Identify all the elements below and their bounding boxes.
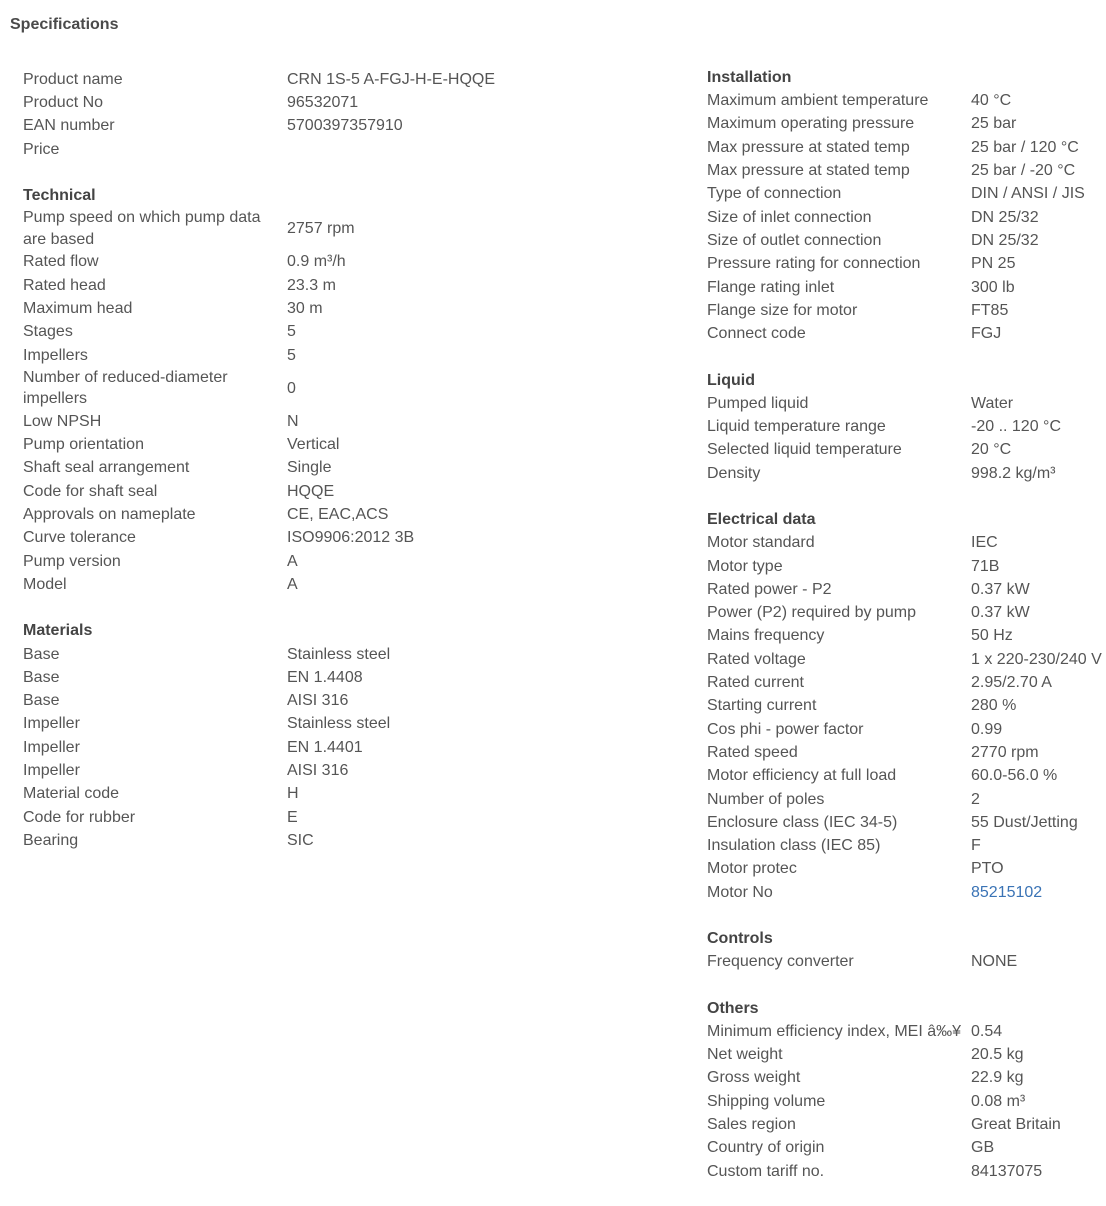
spec-value: PTO xyxy=(971,860,1004,878)
spec-value: -20 .. 120 °C xyxy=(971,418,1061,436)
spec-value: FT85 xyxy=(971,301,1009,319)
spec-label: Density xyxy=(707,464,761,482)
spec-value: 0.37 kW xyxy=(971,604,1030,622)
spec-row xyxy=(707,415,1105,438)
section-title: Materials xyxy=(23,622,93,640)
spec-value: 0.9 m³/h xyxy=(287,253,346,271)
motor-number-link[interactable]: 85215102 xyxy=(971,883,1043,901)
spec-row xyxy=(23,115,663,138)
spec-row xyxy=(23,410,663,433)
spec-label: Pumped liquid xyxy=(707,394,809,412)
spec-label: Base xyxy=(23,692,60,710)
spec-value: ISO9906:2012 3B xyxy=(287,529,415,547)
spec-value: H xyxy=(287,785,299,803)
spec-label: Maximum ambient temperature xyxy=(707,92,929,110)
spec-value: 5700397357910 xyxy=(287,117,403,135)
spec-value: 2757 rpm xyxy=(287,220,355,238)
spec-value: DN 25/32 xyxy=(971,231,1039,249)
spec-label: Pump version xyxy=(23,552,121,570)
spec-value: E xyxy=(287,808,298,826)
section-product xyxy=(23,68,663,161)
spec-label: Shaft seal arrangement xyxy=(23,459,190,477)
spec-label: Insulation class (IEC 85) xyxy=(707,837,881,855)
spec-value: 40 °C xyxy=(971,92,1012,110)
spec-row xyxy=(707,392,1105,415)
section-materials xyxy=(23,619,663,852)
spec-row xyxy=(707,1090,1105,1113)
spec-row xyxy=(707,718,1105,741)
spec-row xyxy=(707,601,1105,624)
spec-value: 71B xyxy=(971,557,1000,575)
spec-row xyxy=(23,550,663,573)
spec-value: EN 1.4408 xyxy=(287,668,363,686)
spec-row xyxy=(707,438,1105,461)
spec-row xyxy=(707,531,1105,554)
spec-value: 60.0-56.0 % xyxy=(971,767,1058,785)
spec-row xyxy=(23,759,663,782)
spec-row xyxy=(23,573,663,596)
spec-label: Bearing xyxy=(23,831,79,849)
spec-value: 280 % xyxy=(971,697,1017,715)
spec-label: Approvals on nameplate xyxy=(23,506,196,524)
spec-row xyxy=(23,689,663,712)
spec-row xyxy=(707,206,1105,229)
spec-row xyxy=(707,462,1105,485)
spec-value: 25 bar / -20 °C xyxy=(971,162,1076,180)
spec-label: Maximum head xyxy=(23,299,133,317)
spec-value: 25 bar xyxy=(971,115,1017,133)
spec-label: Number of poles xyxy=(707,790,825,808)
section-technical xyxy=(23,184,663,596)
spec-row xyxy=(707,1160,1105,1183)
spec-label: Rated power - P2 xyxy=(707,580,832,598)
section-title: Liquid xyxy=(707,371,755,389)
spec-value: 22.9 kg xyxy=(971,1069,1024,1087)
spec-value: 2.95/2.70 A xyxy=(971,674,1052,692)
spec-value: Stainless steel xyxy=(287,645,391,663)
spec-row xyxy=(707,764,1105,787)
spec-label: Max pressure at stated temp xyxy=(707,162,910,180)
spec-label: Flange rating inlet xyxy=(707,278,835,296)
spec-row xyxy=(707,811,1105,834)
spec-label: Base xyxy=(23,668,60,686)
spec-row xyxy=(23,207,663,250)
spec-value: 55 Dust/Jetting xyxy=(971,813,1078,831)
spec-row xyxy=(707,182,1105,205)
spec-label: Motor protec xyxy=(707,860,797,878)
spec-value: 0.37 kW xyxy=(971,580,1030,598)
spec-row xyxy=(23,138,663,161)
spec-row xyxy=(707,648,1105,671)
section-title: Controls xyxy=(707,930,773,948)
spec-row xyxy=(23,829,663,852)
spec-label: EAN number xyxy=(23,117,115,135)
spec-value: 300 lb xyxy=(971,278,1015,296)
spec-row xyxy=(23,320,663,343)
spec-row xyxy=(23,643,663,666)
spec-value: 0.99 xyxy=(971,720,1003,738)
spec-label: Rated flow xyxy=(23,253,99,271)
section-title: Others xyxy=(707,999,759,1017)
spec-row xyxy=(23,250,663,273)
spec-row xyxy=(707,881,1105,904)
spec-value: CRN 1S-5 A-FGJ-H-E-HQQE xyxy=(287,70,496,88)
spec-label: Number of reduced-diameter impellers xyxy=(23,368,228,408)
spec-label: Impeller xyxy=(23,715,80,733)
spec-value: HQQE xyxy=(287,482,335,500)
spec-label: Pump speed on which pump data are based xyxy=(23,209,261,248)
spec-label: Sales region xyxy=(707,1116,796,1134)
spec-label: Gross weight xyxy=(707,1069,801,1087)
spec-value: AISI 316 xyxy=(287,762,349,780)
spec-value: 96532071 xyxy=(287,94,359,112)
spec-value: 0.54 xyxy=(971,1022,1003,1040)
spec-row xyxy=(707,322,1105,345)
spec-row xyxy=(707,625,1105,648)
spec-label: Product name xyxy=(23,70,123,88)
spec-value: Single xyxy=(287,459,332,477)
spec-label: Selected liquid temperature xyxy=(707,441,902,459)
spec-row xyxy=(707,1020,1105,1043)
spec-label: Cos phi - power factor xyxy=(707,720,864,738)
spec-value: Great Britain xyxy=(971,1116,1061,1134)
spec-label: Minimum efficiency index, MEI â‰¥ xyxy=(707,1022,962,1040)
spec-value: A xyxy=(287,552,298,570)
spec-label: Enclosure class (IEC 34-5) xyxy=(707,813,898,831)
spec-label: Net weight xyxy=(707,1046,783,1064)
spec-value: CE, EAC,ACS xyxy=(287,506,389,524)
spec-label: Starting current xyxy=(707,697,817,715)
spec-value: 50 Hz xyxy=(971,627,1013,645)
spec-value: 1 x 220-230/240 V xyxy=(971,650,1102,668)
spec-row xyxy=(707,788,1105,811)
spec-label: Rated voltage xyxy=(707,650,806,668)
spec-row xyxy=(23,68,663,91)
spec-value: PN 25 xyxy=(971,255,1016,273)
section-others xyxy=(707,997,1105,1183)
spec-label: Flange size for motor xyxy=(707,301,858,319)
section-electrical-data xyxy=(707,508,1105,904)
spec-row xyxy=(707,858,1105,881)
spec-row xyxy=(707,1136,1105,1159)
spec-value: 20 °C xyxy=(971,441,1012,459)
spec-value: Water xyxy=(971,394,1014,412)
spec-value: 30 m xyxy=(287,299,323,317)
spec-label: Price xyxy=(23,140,60,158)
section-title: Installation xyxy=(707,69,792,86)
spec-row xyxy=(707,1113,1105,1136)
section-title: Technical xyxy=(23,187,96,205)
spec-value: EN 1.4401 xyxy=(287,738,363,756)
spec-row xyxy=(707,834,1105,857)
spec-row xyxy=(23,367,663,410)
spec-row xyxy=(707,252,1105,275)
spec-row xyxy=(707,950,1105,973)
spec-label: Curve tolerance xyxy=(23,529,136,547)
spec-value: NONE xyxy=(971,953,1018,971)
spec-label: Liquid temperature range xyxy=(707,418,886,436)
spec-label: Motor type xyxy=(707,557,783,575)
spec-value: 84137075 xyxy=(971,1162,1043,1180)
spec-label: Mains frequency xyxy=(707,627,825,645)
spec-label: Country of origin xyxy=(707,1139,825,1157)
spec-label: Power (P2) required by pump xyxy=(707,604,916,622)
spec-value: 0 xyxy=(287,379,296,397)
spec-value: IEC xyxy=(971,534,998,552)
spec-value: 2770 rpm xyxy=(971,743,1039,761)
section-liquid xyxy=(707,369,1105,485)
spec-label: Maximum operating pressure xyxy=(707,115,915,133)
spec-row xyxy=(23,806,663,829)
spec-row xyxy=(23,274,663,297)
spec-value: 0.08 m³ xyxy=(971,1092,1026,1110)
spec-label: Stages xyxy=(23,323,73,341)
spec-value: DIN / ANSI / JIS xyxy=(971,185,1085,203)
spec-label: Motor No xyxy=(707,883,773,901)
spec-row xyxy=(707,1067,1105,1090)
spec-label: Impeller xyxy=(23,762,80,780)
spec-value: AISI 316 xyxy=(287,692,349,710)
spec-value: 2 xyxy=(971,790,980,808)
spec-row xyxy=(23,736,663,759)
spec-label: Low NPSH xyxy=(23,412,102,430)
spec-row xyxy=(707,741,1105,764)
spec-label: Frequency converter xyxy=(707,953,854,971)
spec-label: Size of inlet connection xyxy=(707,208,872,226)
spec-label: Rated head xyxy=(23,276,106,294)
spec-row xyxy=(707,555,1105,578)
spec-row xyxy=(23,457,663,480)
spec-label: Motor standard xyxy=(707,534,815,552)
section-installation xyxy=(707,66,1105,346)
spec-row xyxy=(707,136,1105,159)
spec-label: Impellers xyxy=(23,346,88,364)
spec-row xyxy=(707,694,1105,717)
spec-value: Vertical xyxy=(287,436,340,454)
spec-label: Rated current xyxy=(707,674,804,692)
spec-row xyxy=(707,159,1105,182)
spec-value: 20.5 kg xyxy=(971,1046,1024,1064)
spec-label: Material code xyxy=(23,785,120,803)
spec-value: N xyxy=(287,412,299,430)
spec-row xyxy=(23,503,663,526)
spec-value: Stainless steel xyxy=(287,715,391,733)
spec-label: Custom tariff no. xyxy=(707,1162,825,1180)
spec-row xyxy=(23,666,663,689)
spec-row xyxy=(23,297,663,320)
specs-right-column xyxy=(707,66,1105,1206)
spec-row xyxy=(23,433,663,456)
section-controls xyxy=(707,927,1105,974)
spec-label: Base xyxy=(23,645,60,663)
spec-label: Code for shaft seal xyxy=(23,482,158,500)
spec-value: 5 xyxy=(287,323,296,341)
spec-row xyxy=(707,89,1105,112)
spec-label: Pump orientation xyxy=(23,436,144,454)
spec-row xyxy=(707,276,1105,299)
spec-row xyxy=(707,229,1105,252)
spec-label: Model xyxy=(23,575,67,593)
spec-label: Pressure rating for connection xyxy=(707,255,921,273)
spec-row xyxy=(23,526,663,549)
spec-row xyxy=(707,578,1105,601)
spec-value: 25 bar / 120 °C xyxy=(971,138,1079,156)
spec-label: Rated speed xyxy=(707,743,798,761)
spec-value: A xyxy=(287,575,298,593)
specs-left-column xyxy=(23,68,663,875)
spec-value: 998.2 kg/m³ xyxy=(971,464,1056,482)
spec-label: Impeller xyxy=(23,738,80,756)
spec-label: Type of connection xyxy=(707,185,842,203)
spec-label: Motor efficiency at full load xyxy=(707,767,897,785)
spec-value: DN 25/32 xyxy=(971,208,1039,226)
spec-row xyxy=(707,113,1105,136)
spec-label: Code for rubber xyxy=(23,808,136,826)
spec-value: F xyxy=(971,837,981,855)
spec-row xyxy=(707,671,1105,694)
spec-row xyxy=(707,1043,1105,1066)
spec-row xyxy=(23,782,663,805)
spec-label: Connect code xyxy=(707,325,806,343)
spec-value: 23.3 m xyxy=(287,276,336,294)
spec-row xyxy=(707,299,1105,322)
spec-value: SIC xyxy=(287,831,314,849)
spec-value: FGJ xyxy=(971,325,1002,343)
spec-label: Max pressure at stated temp xyxy=(707,138,910,156)
spec-label: Shipping volume xyxy=(707,1092,826,1110)
spec-value: GB xyxy=(971,1139,995,1157)
spec-value: 5 xyxy=(287,346,296,364)
spec-row xyxy=(23,480,663,503)
spec-row xyxy=(23,91,663,114)
spec-label: Product No xyxy=(23,94,104,112)
spec-row xyxy=(23,713,663,736)
section-title: Electrical data xyxy=(707,511,816,529)
spec-row xyxy=(23,344,663,367)
spec-label: Size of outlet connection xyxy=(707,231,882,249)
page-title: Specifications xyxy=(10,16,119,33)
